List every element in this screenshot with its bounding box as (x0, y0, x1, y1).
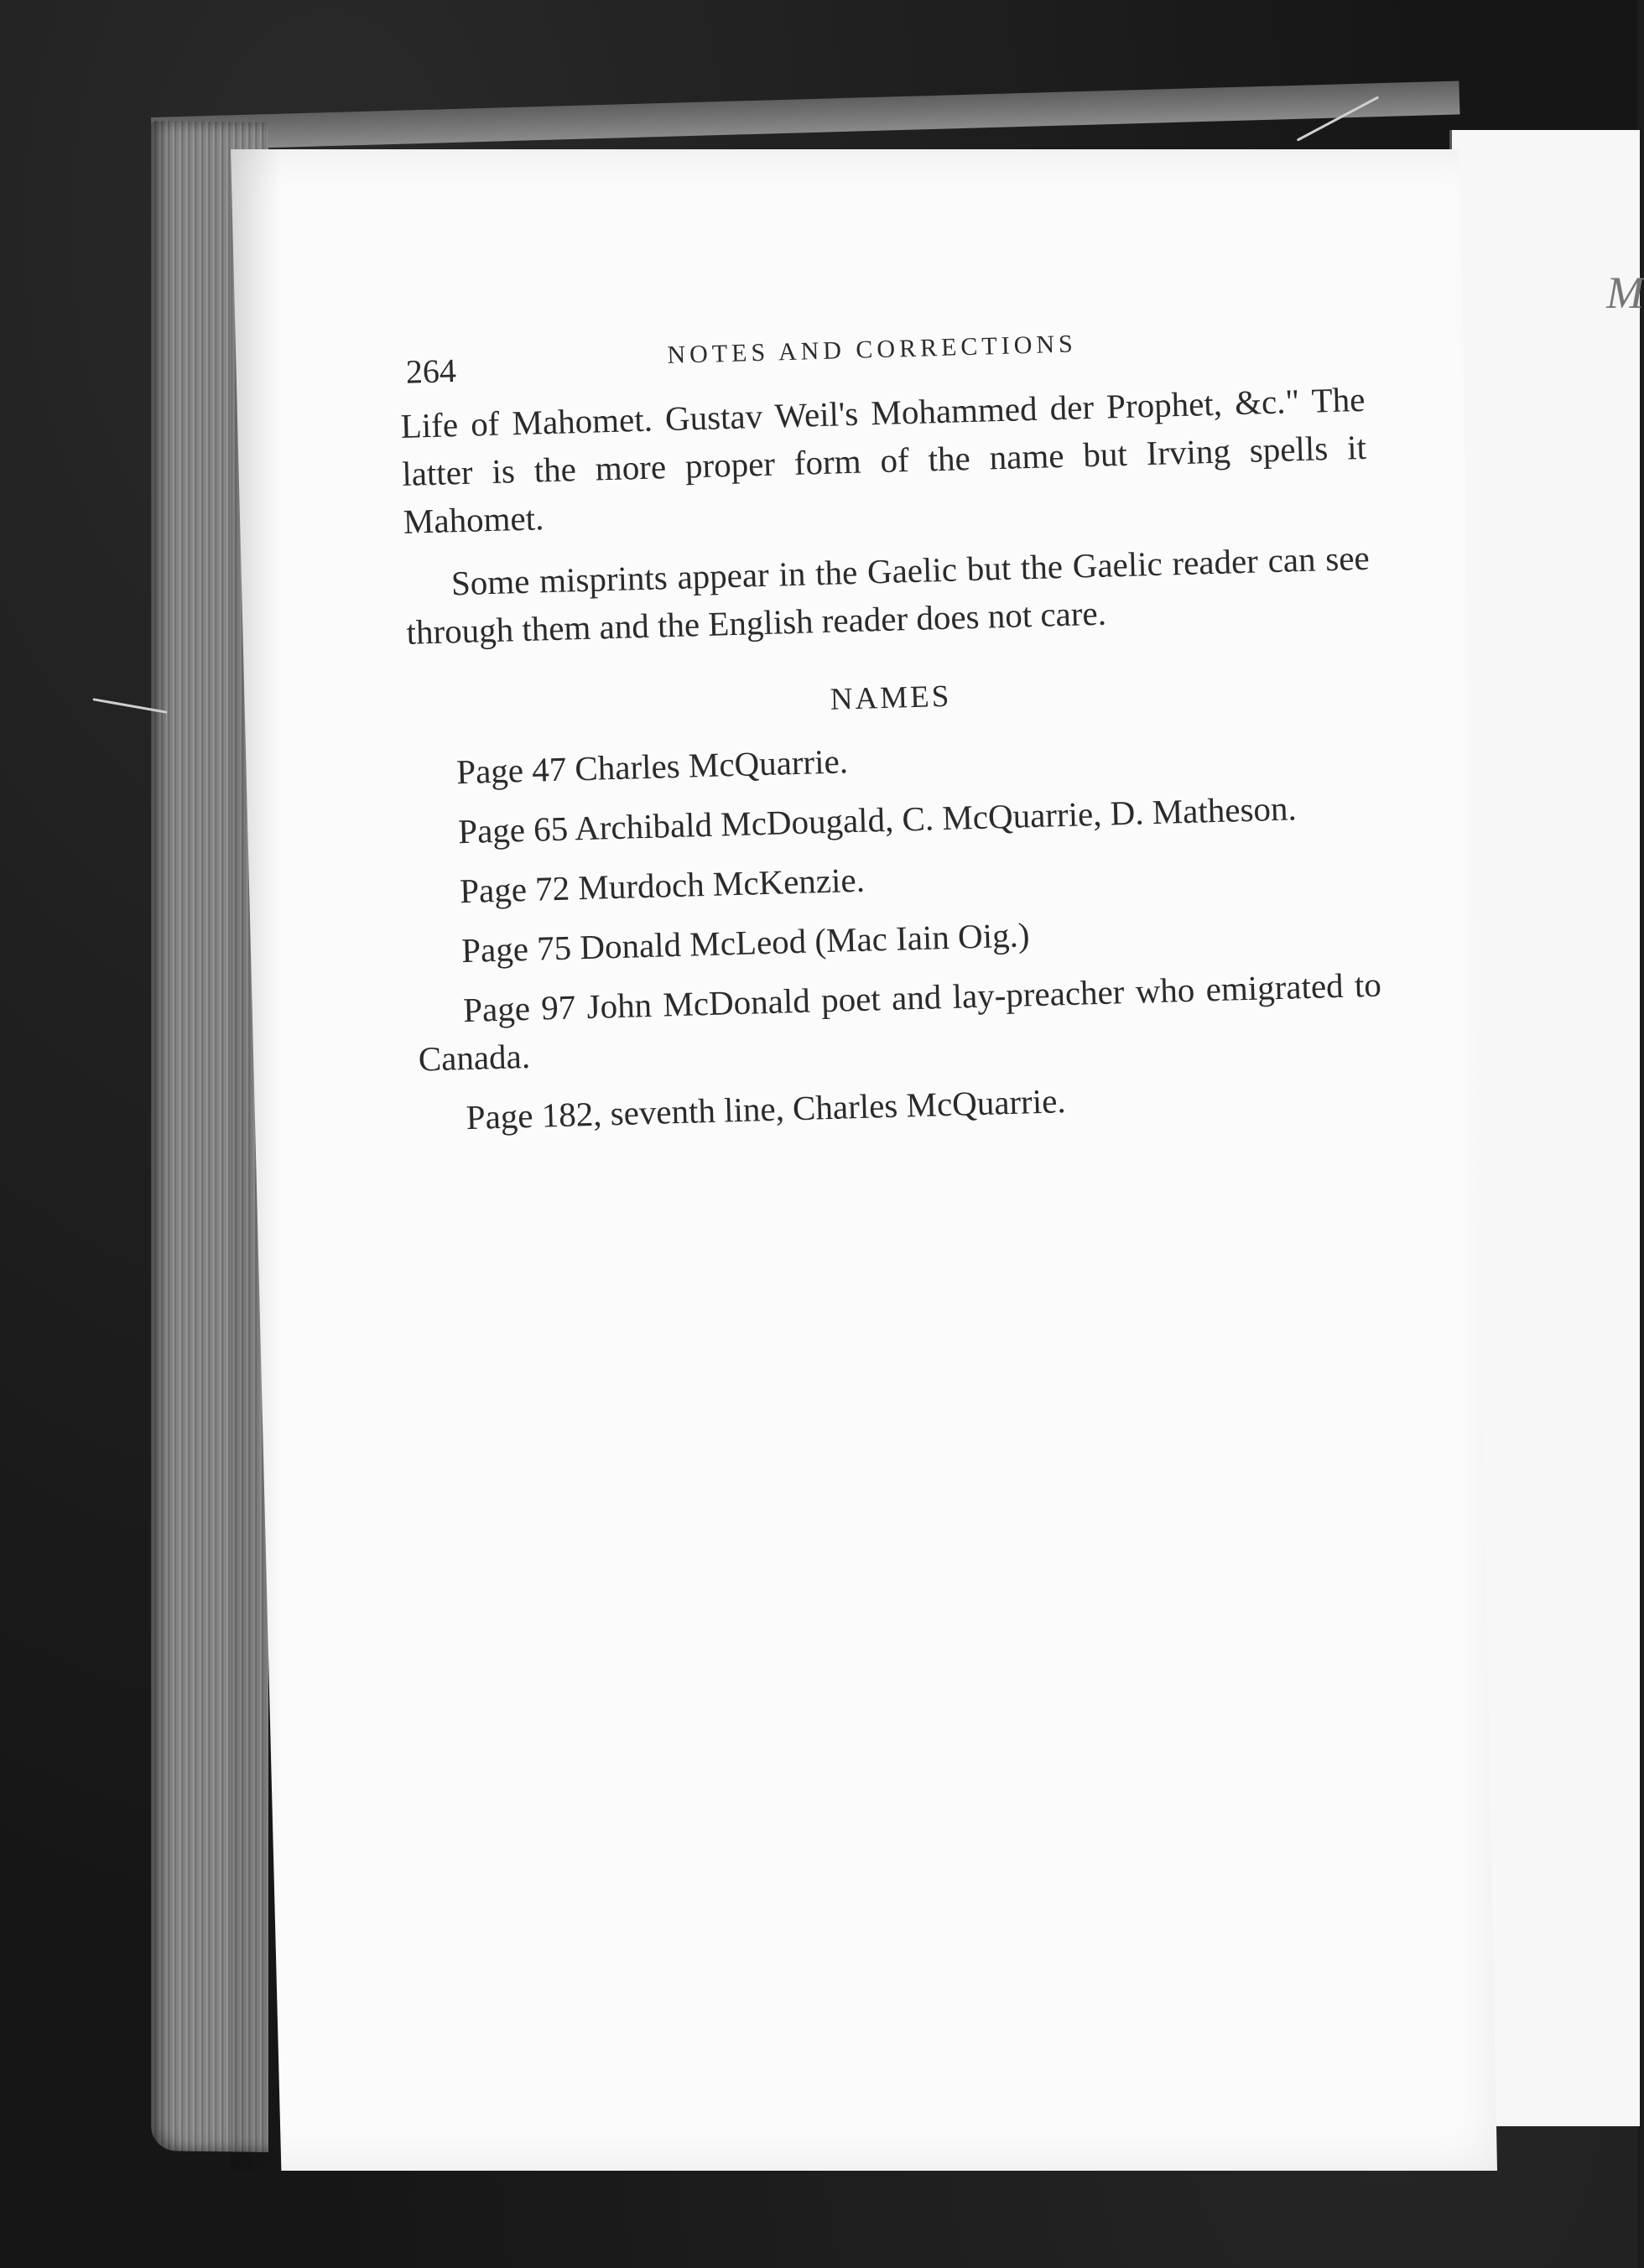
paragraph-mahomet: Life of Mahomet. Gustav Weil's Mohammed der Prophet, &c." The latter is the more proper form of the name but Irving spells it Mahomet. (400, 379, 1367, 541)
name-entry: Page 47 Charles McQuarrie. (455, 741, 849, 792)
page-text-block (398, 317, 1386, 1155)
name-entry: Page 75 Donald McLeod (Mac Iain Oig.) (460, 915, 1031, 970)
page-number: 264 (405, 351, 457, 391)
name-entry: Page 182, seventh line, Charles McQuarrie. (466, 1081, 1067, 1137)
name-entry: Page 97 John McDonald poet and lay-preacher who emigrated to Canada. (418, 965, 1382, 1079)
facing-page-fragment: M (1606, 268, 1644, 318)
name-entry: Page 72 Murdoch McKenzie. (459, 860, 866, 911)
name-entry: Page 65 Archibald McDougald, C. McQuarrie, D. Matheson. (457, 788, 1298, 851)
paragraph-misprints: Some misprints appear in the Gaelic but the Gaelic reader can see through them and the English reader does not care. (405, 538, 1371, 652)
running-head: NOTES AND CORRECTIONS (667, 330, 1078, 370)
names-section-title: NAMES (830, 679, 952, 717)
